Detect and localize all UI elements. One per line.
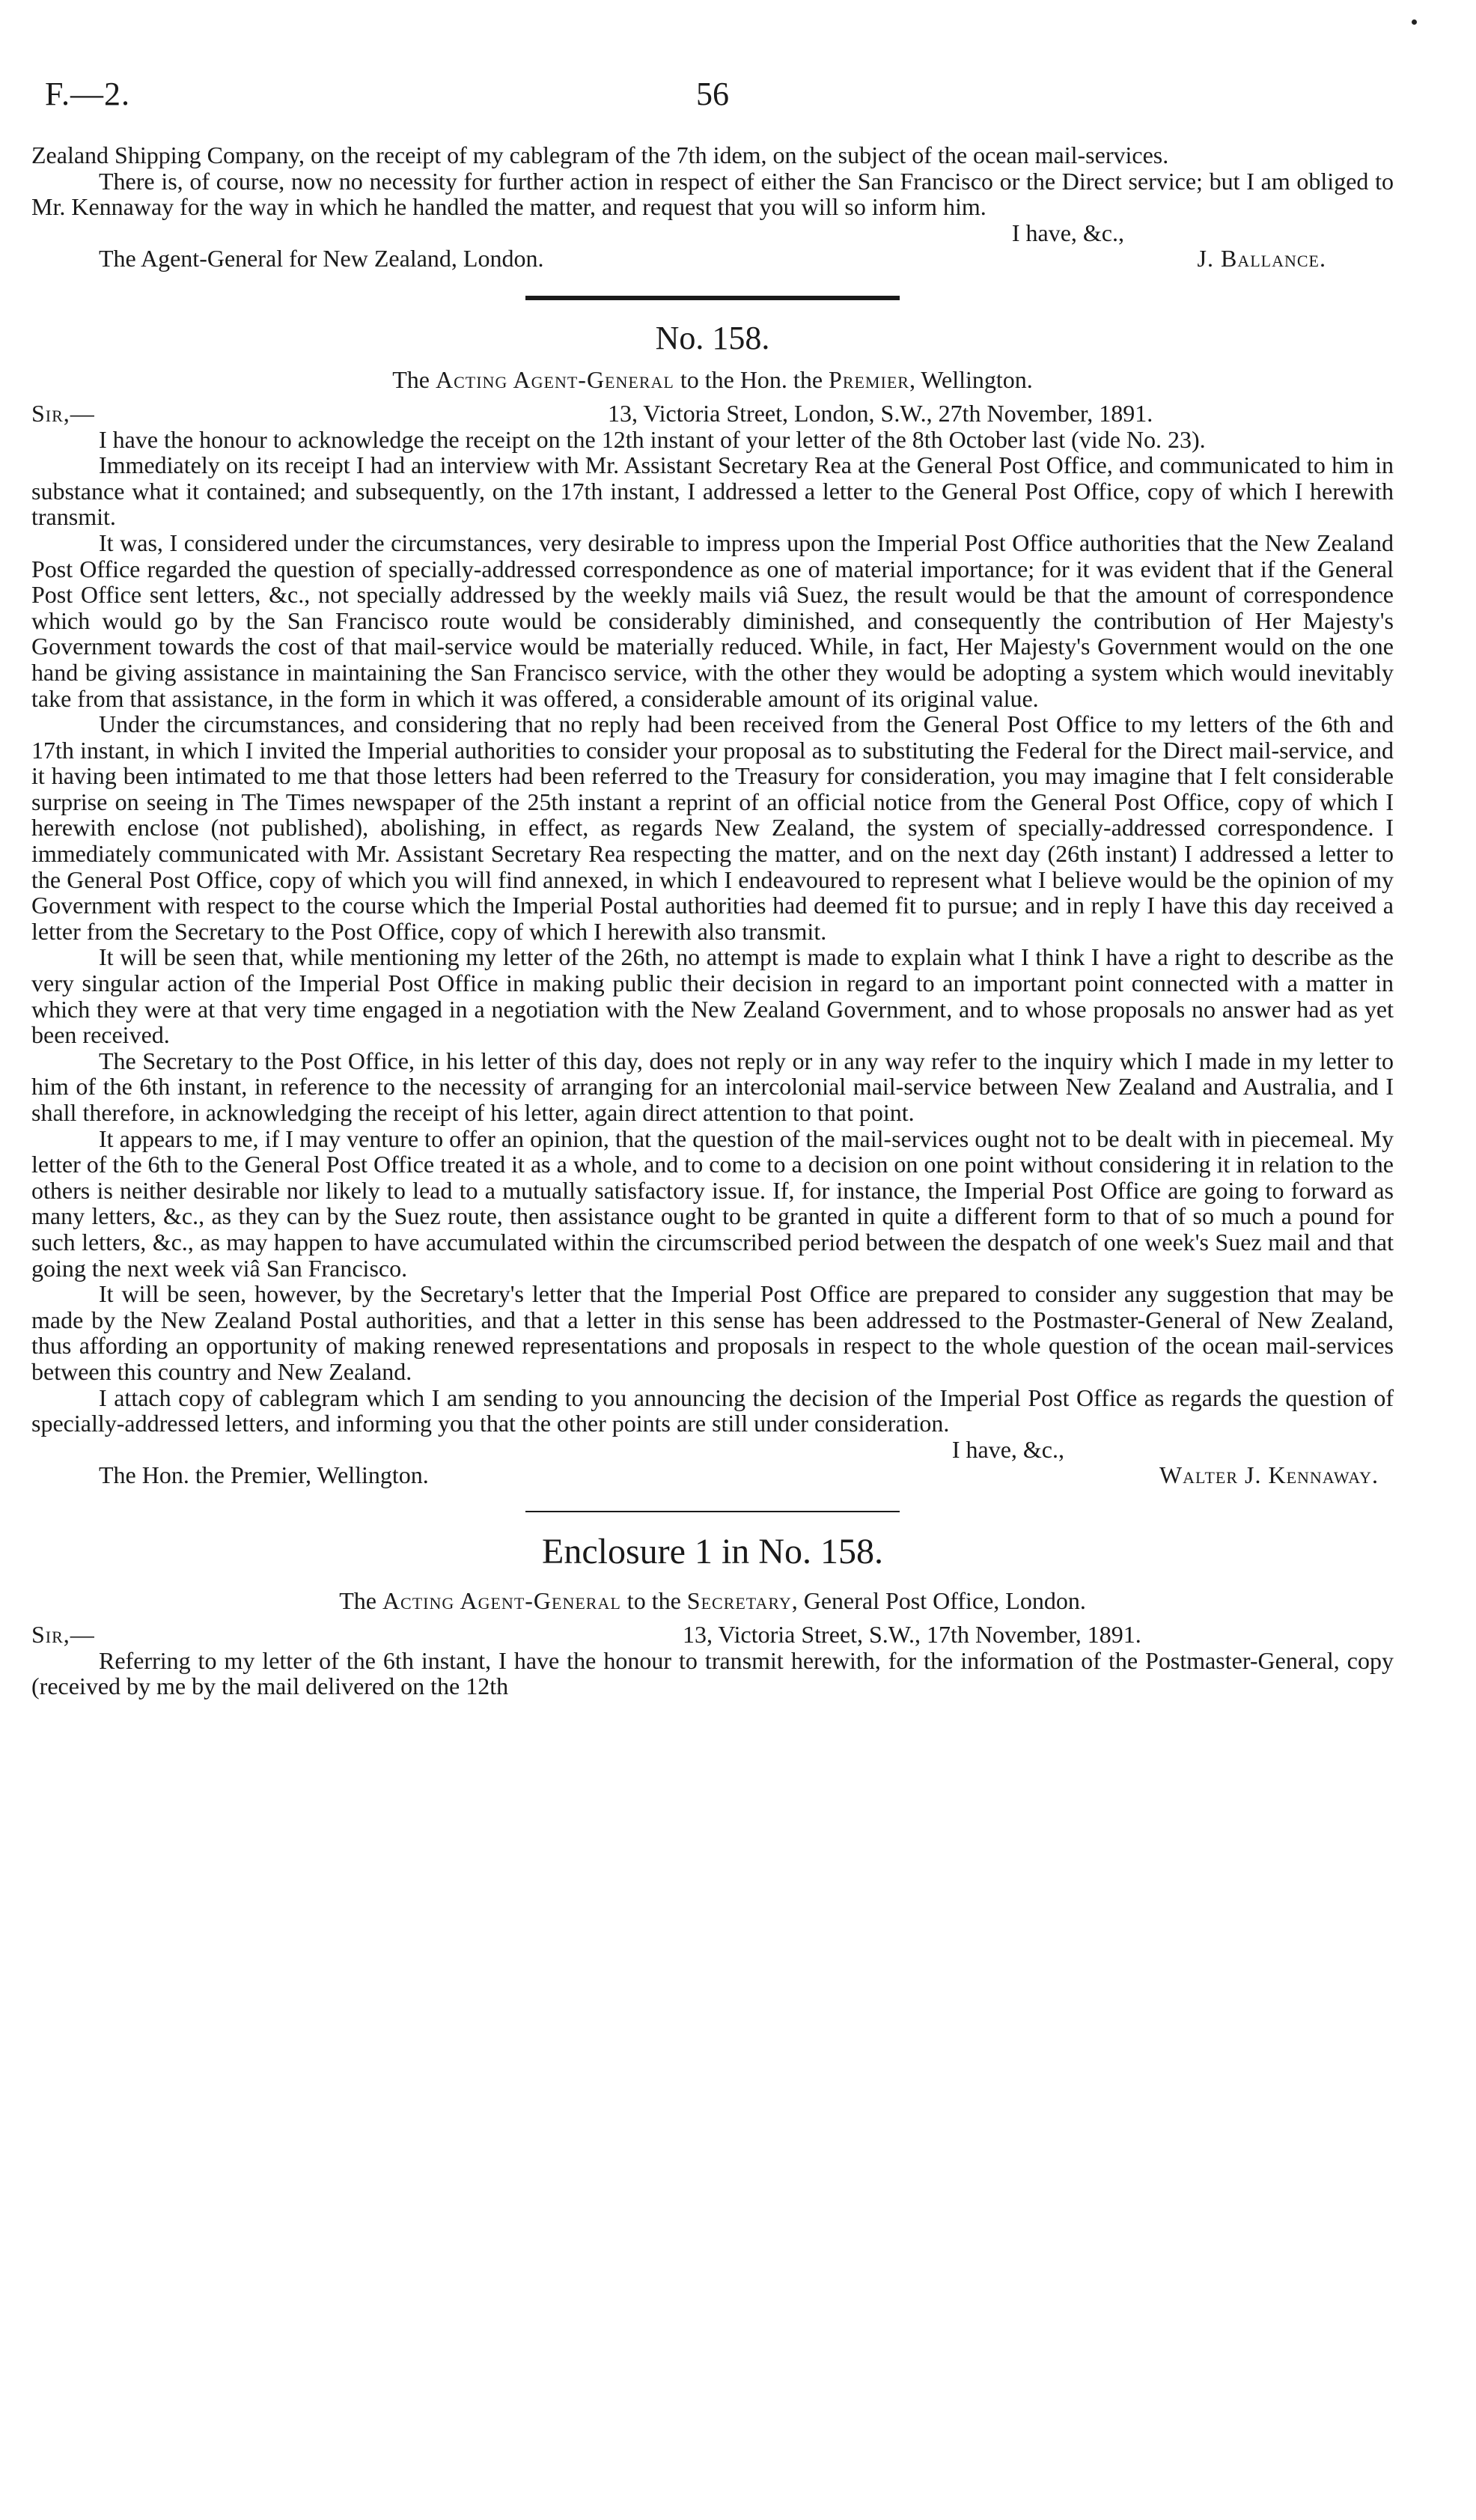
enclosure-title: Enclosure 1 in No. 158. [542,1531,883,1571]
closing-row [31,1437,1394,1463]
continuation-paragraph: Zealand Shipping Company, on the receipt of my cablegram of the 7th idem, on the subject of the ocean mail-services. [31,141,1169,168]
page-header [31,0,1394,142]
paragraph: Immediately on its receipt I had an interview with Mr. Assistant Secretary Rea at the General Post Office, and communicated to him in substance what it contained; and subsequently, on the 17th instant, I addressed a letter to the General Post Office, copy of which I herewith transmit. [31,451,1394,531]
document-code: F.—2. [45,76,130,112]
enclosure-1 [31,1530,1394,1699]
paragraph: There is, of course, now no necessity for further action in respect of either the San Francisco or the Direct service; but I am obliged to Mr. Kennaway for the way in which he handled the matter, and request that you will so inform him. [31,167,1394,221]
closing: I have, &c., [951,1435,1064,1463]
salutation-row [31,401,1394,427]
page-number: 56 [696,76,729,112]
heading-recipient: Secretary [686,1586,792,1614]
addressee: The Agent-General for New Zealand, London. [99,245,544,273]
heading-text: The [392,365,430,393]
signature: Walter J. Kennaway. [1159,1461,1379,1489]
letter-heading [31,1587,1394,1614]
heading-text: , Wellington. [909,365,1033,393]
letter-heading [31,366,1394,393]
letter-158 [31,318,1394,1488]
closing: I have, &c., [1011,219,1124,246]
signature-row [31,1462,1394,1488]
section-divider [525,296,900,300]
signature-row [31,246,1394,272]
paragraph: It appears to me, if I may venture to offer an opinion, that the question of the mail-services ought not to be dealt with in piecemeal. My letter of the 6th to the General Post Office treated it as a whole, and to come to a decision on one point without considering it in relation to the others is neither desirable nor likely to lead to a mutually satisfactory issue. If, for instance, the Imperial Post Office are going to forward as many letters, &c., as they can by the Suez route, then assistance ought to be granted in quite a different form to that of so much a pound for such letters, &c., as may happen to have accumulated within the circumscribed period between the despatch of one week's Suez mail and that going the next week viâ San Francisco. [31,1124,1394,1282]
paragraph: The Secretary to the Post Office, in his letter of this day, does not reply or in any way refer to the inquiry which I made in my letter to him of the 6th instant, in reference to the necessity of arranging for an intercolonial mail-service between New Zealand and Australia, and I shall therefore, in acknowledging the receipt of his letter, again direct attention to that point. [31,1047,1394,1126]
document-number: No. 158. [655,319,770,356]
page-content [31,0,1394,1699]
previous-letter-end [31,142,1394,272]
salutation-row [31,1622,1394,1648]
heading-text: to the Hon. the [680,365,823,393]
salutation: Sir,— [31,1620,95,1648]
paragraph: Referring to my letter of the 6th instant, I have the honour to transmit herewith, for the information of the Postmaster-General, copy (received by me by the mail delivered on the 12th [31,1646,1394,1700]
address-date: 13, Victoria Street, S.W., 17th November, 1891. [683,1620,1141,1648]
paragraph: It was, I considered under the circumstances, very desirable to impress upon the Imperial Post Office authorities that the New Zealand Post Office regarded the question of specially-addressed correspondence as one of material importance; for it was evident that if the General Post Office sent letters, &c., not specially addressed by the weekly mails viâ Suez, the result would be that the amount of correspondence which would go by the San Francisco route would be considerably diminished, and consequently the contribution of Her Majesty's Government towards the cost of that mail-service would be materially reduced. While, in fact, Her Majesty's Government would on the one hand be giving assistance in maintaining the San Francisco service, with the other they would be adopting a system which would inevitably take from that assistance, in the form in which it was offered, a considerable amount of its original value. [31,529,1394,712]
signature: J. Ballance. [1197,245,1326,273]
paragraph: It will be seen, however, by the Secretary's letter that the Imperial Post Office are prepared to consider any suggestion that may be made by the New Zealand Postal authorities, and that a letter in this sense has been addressed to the Postmaster-General of New Zealand, thus affording an opportunity of making renewed representations and proposals in respect to the whole question of the ocean mail-services between this country and New Zealand. [31,1280,1394,1385]
paragraph: Under the circumstances, and considering that no reply had been received from the General Post Office to my letters of the 6th and 17th instant, in which I invited the Imperial authorities to consider your proposal as to substituting the Federal for the Direct mail-service, and it having been intimated to me that those letters had been referred to the Treasury for consideration, you may imagine that I felt considerable surprise on seeing in The Times newspaper of the 25th instant a reprint of an official notice from the General Post Office, copy of which I herewith enclose (not published), abolishing, in effect, as regards New Zealand, the system of specially-addressed correspondence. I immediately communicated with Mr. Assistant Secretary Rea respecting the matter, and on the next day (26th instant) I addressed a letter to the General Post Office, copy of which you will find annexed, in which I endeavoured to represent what I believe would be the opinion of my Government with respect to the course which the Imperial Postal authorities had deemed fit to pursue; and in reply I have this day received a letter from the Secretary to the Post Office, copy of which I herewith also transmit. [31,710,1394,945]
paragraph: It will be seen that, while mentioning my letter of the 26th, no attempt is made to explain what I think I have a right to describe as the very singular action of the Imperial Post Office in making public their decision in regard to an important point connected with a matter in which they were at that very time engaged in a negotiation with the New Zealand Government, and to whose proposals no answer had as yet been received. [31,943,1394,1049]
page-mark [1412,19,1417,25]
heading-text: to the [626,1586,681,1614]
heading-text: , General Post Office, London. [791,1586,1086,1614]
section-divider [525,1511,900,1512]
heading-sender: Acting Agent-General [382,1586,621,1614]
heading-sender: Acting Agent-General [435,365,674,393]
paragraph: I attach copy of cablegram which I am sending to you announcing the decision of the Imperial Post Office as regards the question of specially-addressed letters, and informing you that the other points are still under consideration. [31,1384,1394,1437]
heading-recipient: Premier [829,365,909,393]
heading-text: The [339,1586,376,1614]
address-date: 13, Victoria Street, London, S.W., 27th November, 1891. [608,399,1153,427]
paragraph: I have the honour to acknowledge the receipt on the 12th instant of your letter of the 8th October last (vide No. 23). [99,425,1206,453]
salutation: Sir,— [31,399,95,427]
addressee: The Hon. the Premier, Wellington. [99,1461,429,1489]
closing-row [31,220,1394,246]
